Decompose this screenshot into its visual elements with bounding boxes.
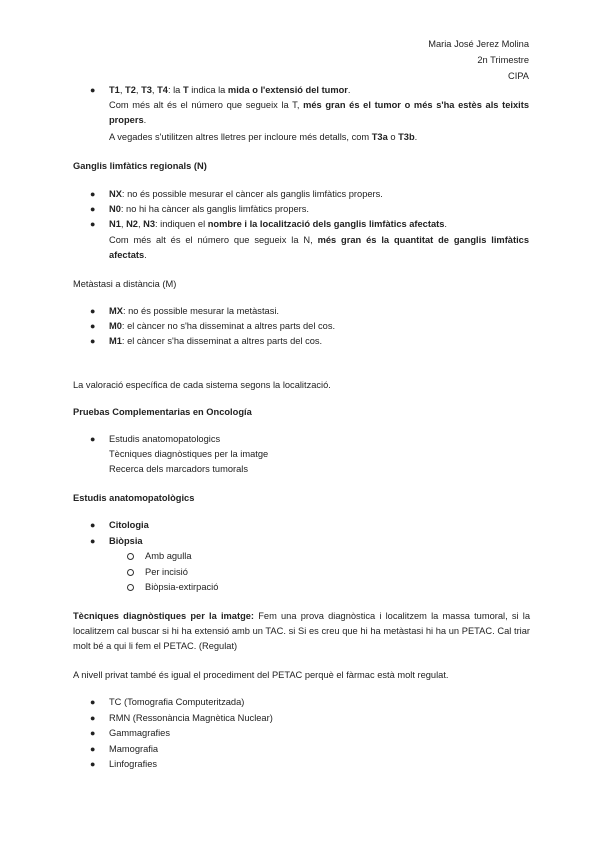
private-note: A nivell privat també és igual el procediment del PETAC perquè el fàrmac està molt regulat.	[73, 670, 449, 680]
text-run: : el càncer s'ha disseminat a altres parts del cos.	[121, 336, 323, 346]
text-run: .	[347, 85, 351, 95]
text-run: mida o l'extensió del tumor	[227, 85, 348, 95]
text-run: o	[387, 132, 399, 142]
text-run: .	[444, 219, 447, 229]
tumor-letters-line	[109, 130, 417, 145]
biopsy-type: Per incisió	[145, 567, 188, 577]
biopsy-type: Biòpsia-extirpació	[145, 582, 219, 592]
technique-item: Mamografia	[109, 744, 159, 754]
technique-item: Gammagrafies	[109, 728, 170, 738]
metastasis-heading: Metàstasi a distància (M)	[73, 279, 177, 289]
text-run: : el càncer no s'ha disseminat a altres parts del cos.	[121, 321, 336, 331]
text-run: T3	[141, 85, 152, 95]
bullet-icon: ●	[90, 321, 96, 331]
text-run: : la	[167, 85, 183, 95]
text-run: M0	[109, 321, 122, 331]
bullet-icon: ●	[90, 713, 96, 723]
circle-bullet-icon	[127, 569, 134, 576]
text-run: ,	[135, 85, 142, 95]
author-name: Maria José Jerez Molina	[428, 39, 529, 49]
bullet-icon: ●	[90, 536, 96, 546]
complementary-line: Recerca dels marcadors tumorals	[109, 464, 248, 474]
metastasis-item-m0	[109, 319, 335, 334]
technique-item: TC (Tomografia Computeritzada)	[109, 697, 245, 707]
nodes-detail-text	[109, 233, 529, 263]
metastasis-item-m1	[109, 334, 322, 349]
circle-bullet-icon	[127, 584, 134, 591]
text-run: N3	[143, 219, 156, 229]
text-run: nombre i la localització dels ganglis limfàtics afectats	[207, 219, 445, 229]
technique-item: Linfografies	[109, 759, 158, 769]
text-run: indica la	[188, 85, 228, 95]
bullet-icon: ●	[90, 520, 96, 530]
imaging-label: Tècniques diagnòstiques per la imatge:	[73, 611, 255, 621]
bullet-icon: ●	[90, 744, 96, 754]
text-run: M1	[109, 336, 122, 346]
nodes-heading: Ganglis limfàtics regionals (N)	[73, 161, 207, 171]
subject-label: CIPA	[507, 71, 529, 81]
bullet-icon: ●	[90, 219, 96, 229]
bullet-icon: ●	[90, 434, 96, 444]
text-run: N1	[109, 219, 121, 229]
anatomo-heading: Estudis anatomopatològics	[73, 493, 195, 503]
complementary-line: Estudis anatomopatologics	[109, 434, 221, 444]
nodes-item-nx	[109, 187, 383, 202]
anatomo-item-biopsia: Biòpsia	[109, 536, 143, 546]
bullet-icon: ●	[90, 728, 96, 738]
technique-item: RMN (Ressonància Magnètica Nuclear)	[109, 713, 273, 723]
metastasis-item-mx	[109, 304, 279, 319]
nodes-item-n0	[109, 202, 309, 217]
complementary-heading: Pruebas Complementarias en Oncología	[73, 407, 252, 417]
text-run: més gran és el tumor o més s'ha estès als teixits propers	[109, 100, 529, 125]
text-run: ,	[137, 219, 144, 229]
text-run: més gran és la quantitat de ganglis limfàtics afectats	[109, 235, 529, 260]
text-run: .	[414, 132, 418, 142]
nodes-item-n123	[109, 217, 447, 232]
tumor-codes-line	[109, 83, 351, 98]
imaging-text: Fem una prova diagnòstica i localitzem la massa tumoral, si la localitzem cal buscar si hi ha extensió amb un TAC. si Si es creu que hi ha metàstasi hi ha un PETAC. Cal triar molt bé a qui li fem el PETAC. (Regulat)	[73, 611, 530, 651]
circle-bullet-icon	[127, 553, 134, 560]
text-run: T	[182, 85, 189, 95]
text-run: .	[143, 115, 147, 125]
bullet-icon: ●	[90, 85, 96, 95]
bullet-icon: ●	[90, 697, 96, 707]
bullet-icon: ●	[90, 204, 96, 214]
valuation-text: La valoració específica de cada sistema segons la localització.	[73, 380, 331, 390]
bullet-icon: ●	[90, 336, 96, 346]
text-run: ,	[120, 219, 127, 229]
imaging-paragraph	[73, 609, 530, 654]
bullet-icon: ●	[90, 306, 96, 316]
text-run: : indiquen el	[155, 219, 208, 229]
bullet-icon: ●	[90, 189, 96, 199]
anatomo-item-citologia: Citologia	[109, 520, 149, 530]
text-run: ,	[151, 85, 158, 95]
tumor-detail-text	[109, 98, 529, 128]
text-run: MX	[109, 306, 123, 316]
text-run: N0	[109, 204, 121, 214]
biopsy-type: Amb agulla	[145, 551, 192, 561]
text-run: ,	[119, 85, 126, 95]
text-run: : no hi ha càncer als ganglis limfàtics propers.	[120, 204, 309, 214]
text-run: A vegades s'utilitzen altres lletres per incloure més detalls, com	[109, 132, 372, 142]
text-run: N2	[126, 219, 138, 229]
term-label: 2n Trimestre	[477, 55, 529, 65]
text-run: .	[144, 250, 147, 260]
text-run: Com més alt és el número que segueix la T,	[109, 100, 304, 110]
text-run: NX	[109, 189, 122, 199]
text-run: : no és possible mesurar la metàstasi.	[122, 306, 280, 316]
bullet-icon: ●	[90, 759, 96, 769]
text-run: Com més alt és el número que segueix la N,	[109, 235, 318, 245]
complementary-line: Tècniques diagnòstiques per la imatge	[109, 449, 269, 459]
text-run: T1	[109, 85, 120, 95]
text-run: T3a	[371, 132, 388, 142]
text-run: T2	[125, 85, 136, 95]
text-run: T3b	[398, 132, 415, 142]
text-run: : no és possible mesurar el càncer als ganglis limfàtics propers.	[121, 189, 383, 199]
text-run: T4	[157, 85, 168, 95]
